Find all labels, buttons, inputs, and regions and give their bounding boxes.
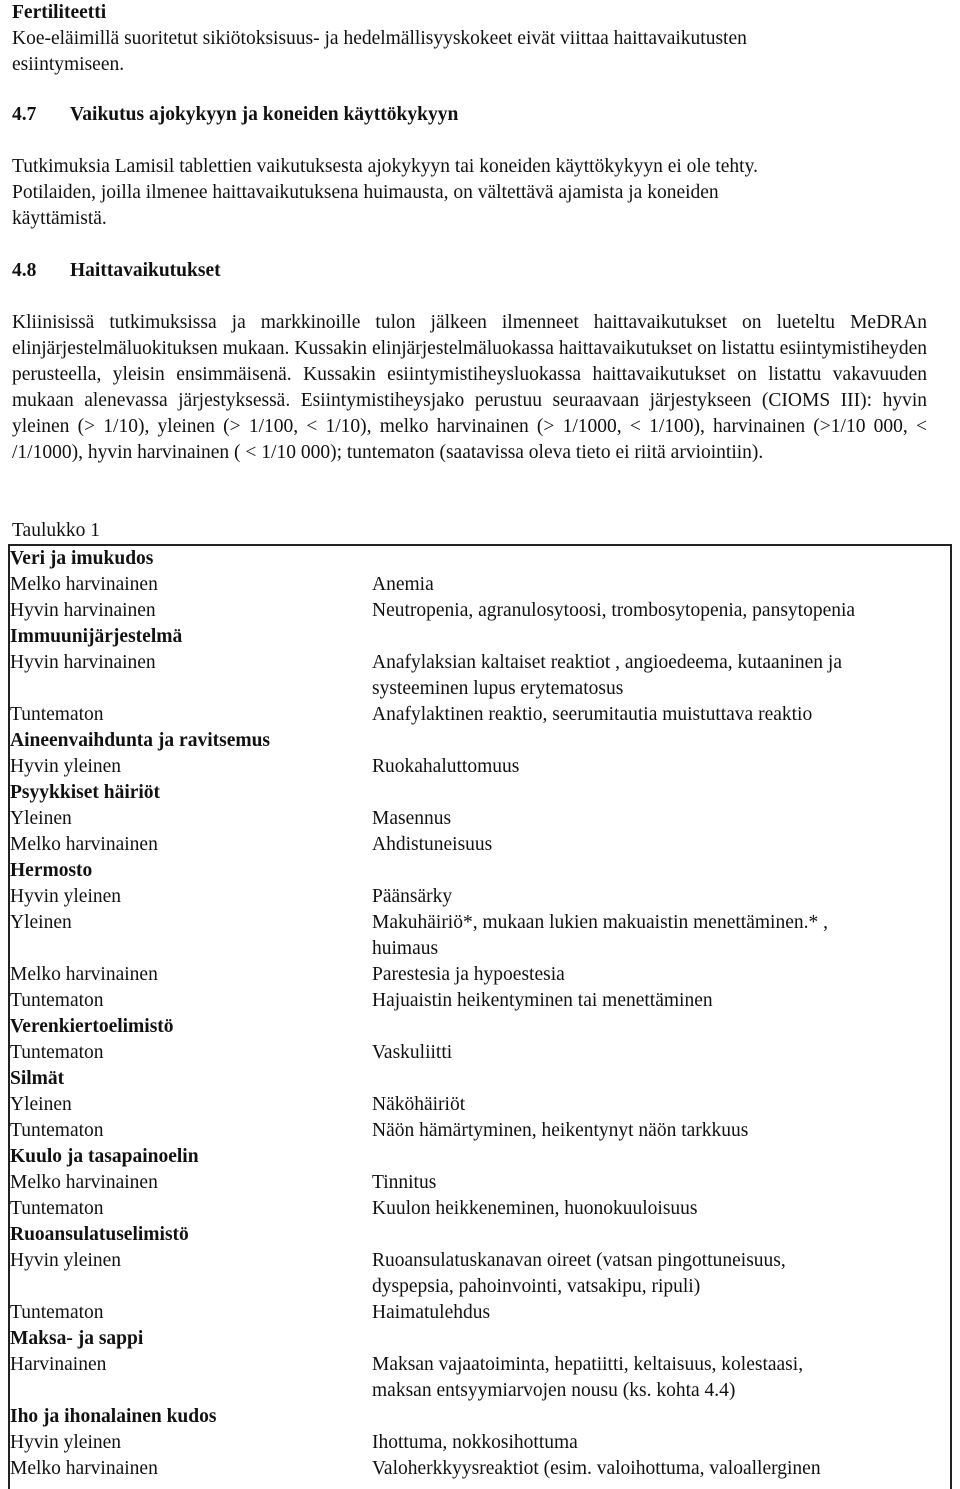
frequency-cell: Yleinen: [10, 912, 72, 933]
frequency-cell: Tuntematon: [10, 1120, 104, 1141]
effect-cell: [372, 1196, 942, 1222]
effect-cell: [372, 832, 942, 858]
organ-class-label: Immuunijärjestelmä: [10, 626, 183, 647]
organ-class-label: Verenkiertoelimistö: [10, 1016, 174, 1037]
effect-cell: [372, 1300, 942, 1326]
effect-line: Näön hämärtyminen, heikentynyt näön tarkkuus: [372, 1120, 749, 1141]
frequency-cell: Hyvin yleinen: [10, 1432, 122, 1453]
organ-class-label: Psyykkiset häiriöt: [10, 782, 161, 803]
section-4-7-text: [12, 154, 892, 232]
effect-line: Vaskuliitti: [372, 1042, 453, 1063]
effect-line: Maksan vajaatoiminta, hepatiitti, keltaisuus, kolestaasi,: [372, 1354, 804, 1375]
effect-cell: [372, 1430, 942, 1456]
text-line: käyttämistä.: [12, 208, 107, 229]
frequency-cell: Tuntematon: [10, 1198, 104, 1219]
fertility-section: [12, 0, 912, 78]
effect-cell: [372, 1118, 942, 1144]
effect-line: Ruoansulatuskanavan oireet (vatsan pingottuneisuus,: [372, 1250, 786, 1271]
fertility-text-line1: Koe-eläimillä suoritetut sikiötoksisuus- ja hedelmällisyyskokeet eivät viittaa haittavaikutusten: [12, 28, 747, 49]
effect-line: Näköhäiriöt: [372, 1094, 466, 1115]
effect-line: Ihottuma, nokkosihottuma: [372, 1432, 578, 1453]
adverse-effects-table: [8, 544, 952, 1489]
fertility-text-line2: esiintymiseen.: [12, 54, 125, 75]
effect-line: Valoherkkyysreaktiot (esim. valoihottuma, valoallerginen: [372, 1458, 821, 1479]
effect-line: Ruokahaluttomuus: [372, 756, 520, 777]
organ-class-label: Hermosto: [10, 860, 93, 881]
effect-cell: [372, 1170, 942, 1196]
effect-cell: [372, 1248, 942, 1300]
effect-cell: [372, 910, 942, 962]
frequency-cell: Tuntematon: [10, 704, 104, 725]
fertility-heading: Fertiliteetti: [12, 2, 107, 23]
effect-line: Tinnitus: [372, 1172, 437, 1193]
effect-line: Hajuaistin heikentyminen tai menettäminen: [372, 990, 713, 1011]
effect-line: Makuhäiriö*, mukaan lukien makuaistin menettäminen.* ,: [372, 912, 828, 933]
effect-line: Ahdistuneisuus: [372, 834, 493, 855]
organ-class-label: Iho ja ihonalainen kudos: [10, 1406, 217, 1427]
organ-class-label: Aineenvaihdunta ja ravitsemus: [10, 730, 271, 751]
effect-line: Anafylaktinen reaktio, seerumitautia muistuttava reaktio: [372, 704, 813, 725]
effect-line: maksan entsyymiarvojen nousu (ks. kohta 4.4): [372, 1380, 736, 1401]
frequency-cell: Hyvin harvinainen: [10, 600, 156, 621]
section-title: Vaikutus ajokykyyn ja koneiden käyttökykyyn: [70, 104, 459, 125]
effect-cell: [372, 1040, 942, 1066]
effect-line: Neutropenia, agranulosytoosi, trombosytopenia, pansytopenia: [372, 600, 856, 621]
frequency-cell: Melko harvinainen: [10, 574, 158, 595]
effect-cell: [372, 806, 942, 832]
effect-cell: [372, 988, 942, 1014]
effect-cell: [372, 650, 942, 702]
effect-cell: [372, 962, 942, 988]
section-number: 4.8: [12, 260, 37, 281]
effect-line: Anafylaksian kaltaiset reaktiot , angioedeema, kutaaninen ja: [372, 652, 842, 673]
effect-cell: [372, 572, 942, 598]
frequency-cell: Tuntematon: [10, 990, 104, 1011]
frequency-cell: Melko harvinainen: [10, 964, 158, 985]
section-4-8-heading: [12, 258, 221, 284]
effect-cell: [372, 1456, 942, 1482]
frequency-cell: Melko harvinainen: [10, 1458, 158, 1479]
effect-cell: [372, 702, 942, 728]
frequency-cell: Melko harvinainen: [10, 834, 158, 855]
effect-cell: [372, 884, 942, 910]
frequency-cell: Hyvin harvinainen: [10, 652, 156, 673]
section-4-8-paragraph: Kliinisissä tutkimuksissa ja markkinoille tulon jälkeen ilmenneet haittavaikutukset on lueteltu MeDRAn elinjärjestelmäluokituksen mukaan. Kussakin elinjärjestelmäluokassa haittavaikutukset on listattu esiintymistiheyden perusteella, yleisin ensimmäisenä. Kussakin esiintymistiheysluokassa haittavaikutukset on listattu vakavuuden mukaan alenevassa järjestyksessä. Esiintymistiheysjako perustuu seuraavaan järjestykseen (CIOMS III): hyvin yleinen (> 1/10), yleinen (> 1/100, < 1/10), melko harvinainen (> 1/1000, < 1/100), harvinainen (>1/10 000, < /1/1000), hyvin harvinainen ( < 1/10 000); tuntematon (saatavissa oleva tieto ei riitä arviointiin).: [12, 312, 927, 463]
frequency-cell: Harvinainen: [10, 1354, 107, 1375]
effect-cell: [372, 1352, 942, 1404]
frequency-cell: Yleinen: [10, 808, 72, 829]
section-title: Haittavaikutukset: [70, 260, 221, 281]
frequency-cell: Tuntematon: [10, 1302, 104, 1323]
frequency-cell: Hyvin yleinen: [10, 756, 122, 777]
effect-line: Haimatulehdus: [372, 1302, 491, 1323]
section-4-7-heading: [12, 102, 458, 128]
frequency-cell: Hyvin yleinen: [10, 886, 122, 907]
organ-class-label: Maksa- ja sappi: [10, 1328, 144, 1349]
effect-line: Parestesia ja hypoestesia: [372, 964, 565, 985]
effect-line: dyspepsia, pahoinvointi, vatsakipu, ripuli): [372, 1276, 701, 1297]
effect-line: systeeminen lupus erytematosus: [372, 678, 624, 699]
table-caption: Taulukko 1: [12, 520, 100, 541]
effect-line: Kuulon heikkeneminen, huonokuuloisuus: [372, 1198, 698, 1219]
effect-line: Päänsärky: [372, 886, 453, 907]
frequency-cell: Melko harvinainen: [10, 1172, 158, 1193]
effect-cell: [372, 1092, 942, 1118]
section-number: 4.7: [12, 104, 37, 125]
text-line: Tutkimuksia Lamisil tablettien vaikutuksesta ajokykyyn tai koneiden käyttökykyyn ei ole tehty.: [12, 156, 758, 177]
frequency-cell: Hyvin yleinen: [10, 1250, 122, 1271]
effect-cell: [372, 598, 942, 624]
effect-line: Masennus: [372, 808, 452, 829]
organ-class-label: Kuulo ja tasapainoelin: [10, 1146, 199, 1167]
frequency-cell: Yleinen: [10, 1094, 72, 1115]
frequency-cell: Tuntematon: [10, 1042, 104, 1063]
effect-line: huimaus: [372, 938, 439, 959]
organ-class-label: Silmät: [10, 1068, 65, 1089]
organ-class-label: Ruoansulatuselimistö: [10, 1224, 189, 1245]
text-line: Potilaiden, joilla ilmenee haittavaikutuksena huimausta, on vältettävä ajamista ja koneiden: [12, 182, 719, 203]
organ-class-label: Veri ja imukudos: [10, 548, 154, 569]
effect-cell: [372, 754, 942, 780]
effect-line: Anemia: [372, 574, 434, 595]
